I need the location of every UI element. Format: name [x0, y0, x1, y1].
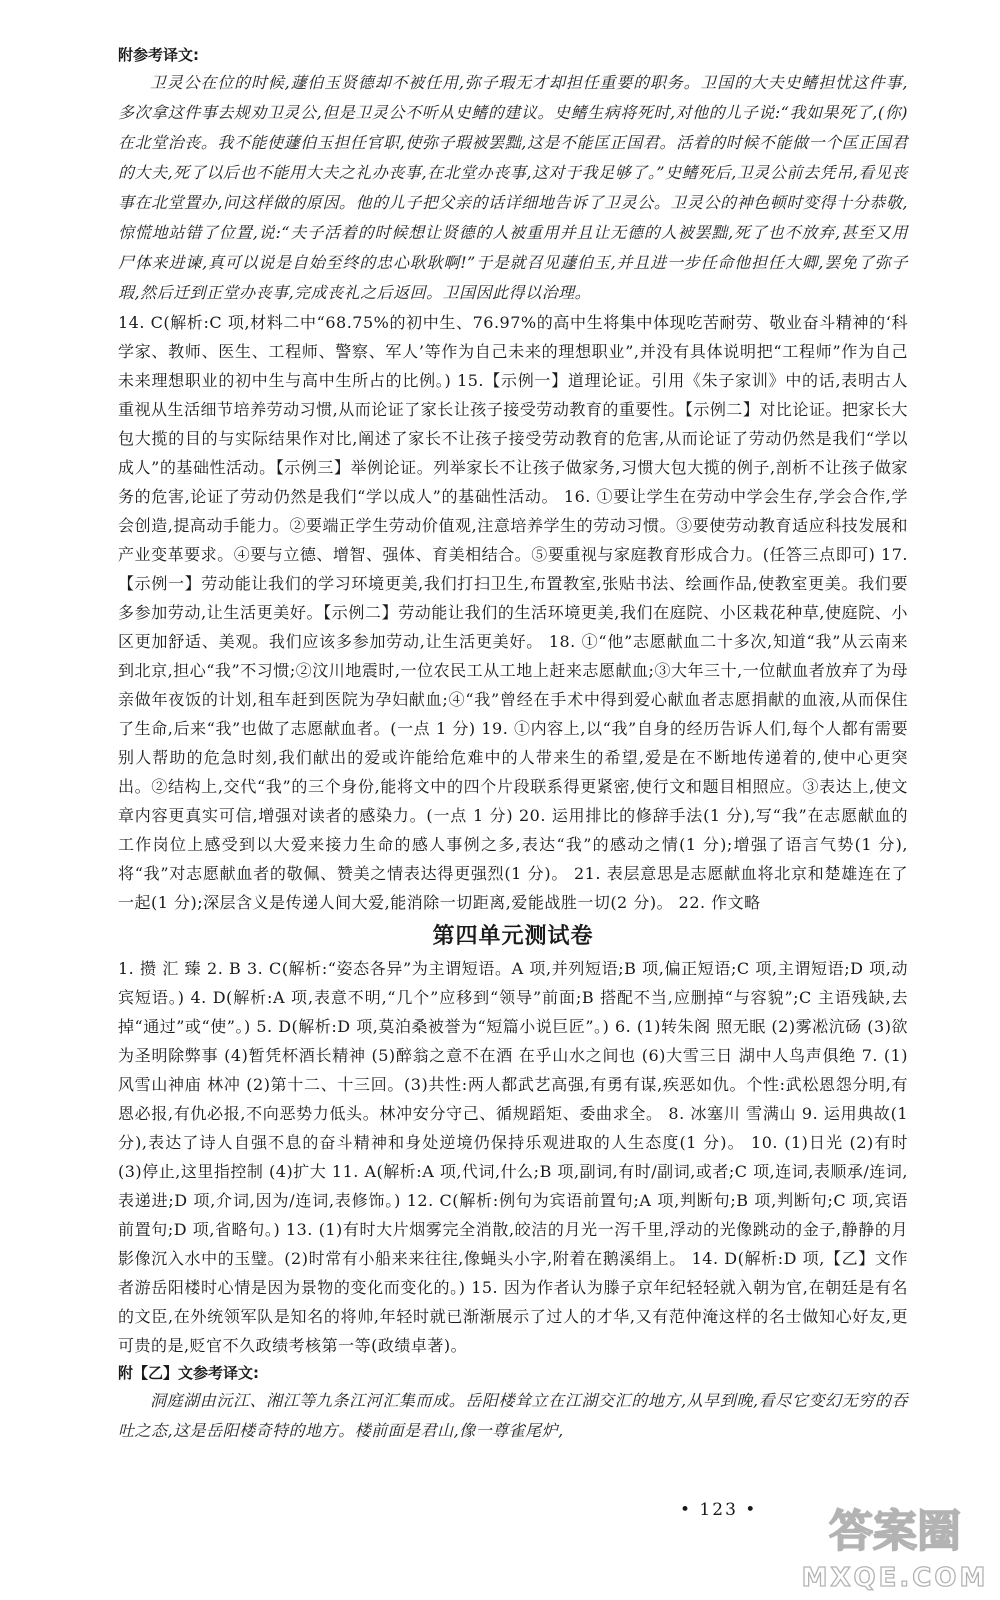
translation-paragraph: 卫灵公在位的时候,蘧伯玉贤德却不被任用,弥子瑕无才却担任重要的职务。卫国的大夫史鳍担忧这件事,多次拿这件事去规劝卫灵公,但是卫灵公不听从史鳍的建议。史鳍生病将死时,对他的儿子说:“我如果死了,(你)在北堂治丧。我不能使蘧伯玉担任官职,使弥子瑕被罢黜,这是不能匡正国君。活着的时候不能做一个匡正国君的大夫,死了以后也不能用大夫之礼办丧事,在北堂办丧事,这对于我足够了。”史鳍死后,卫灵公前去凭吊,看见丧事在北堂置办,问这样做的原因。他的儿子把父亲的话详细地告诉了卫灵公。卫灵公的神色顿时变得十分恭敬,惊慌地站错了位置,说:“夫子活着的时候想让贤德的人被重用并且让无德的人被罢黜,死了也不放弃,甚至又用尸体来进谏,真可以说是自始至终的忠心耿耿啊!”于是就召见蘧伯玉,并且进一步任命他担任大卿,罢免了弥子瑕,然后迁到正堂办丧事,完成丧礼之后返回。卫国因此得以治理。: [118, 73, 908, 302]
footer-translation-header: 附【乙】文参考译文:: [118, 1364, 259, 1382]
watermark-text-main: 答案圈: [829, 1506, 961, 1557]
answers-paragraph-1: 14. C(解析:C 项,材料二中“68.75%的初中生、76.97%的高中生将集中体现吃苦耐劳、敬业奋斗精神的‘科学家、教师、医生、工程师、警察、军人’等作为自己未来的理想职业”,并没有具体说明把“工程师”作为自己未来理想职业的初中生与高中生所占的比例。) 15.【示例一】道理论证。引用《朱子家训》中的话,表明古人重视从生活细节培养劳动习惯,从而论证了家长让孩子接受劳动教育的重要性。【示例二】对比论证。把家长大包大揽的目的与实际结果作对比,阐述了家长不让孩子接受劳动教育的危害,从而论证了劳动仍然是我们“学以成人”的基础性活动。【示例三】举例论证。列举家长不让孩子做家务,习惯大包大揽的例子,剖析不让孩子做家务的危害,论证了劳动仍然是我们“学以成人”的基础性活动。 16. ①要让学生在劳动中学会生存,学会合作,学会创造,提高动手能力。②要端正学生劳动价值观,注意培养学生的劳动习惯。③要使劳动教育适应科技发展和产业变革要求。④要与立德、增智、强体、育美相结合。⑤要重视与家庭教育形成合力。(任答三点即可) 17.【示例一】劳动能让我们的学习环境更美,我们打扫卫生,布置教室,张贴书法、绘画作品,使教室更美。我们要多参加劳动,让生活更美好。【示例二】劳动能让我们的生活环境更美,我们在庭院、小区栽花种草,使庭院、小区更加舒适、美观。我们应该多参加劳动,让生活更美好。 18. ①“他”志愿献血二十多次,知道“我”从云南来到北京,担心“我”不习惯;②汶川地震时,一位农民工从工地上赶来志愿献血;③大年三十,一位献血者放弃了为母亲做年夜饭的计划,租车赶到医院为孕妇献血;④“我”曾经在手术中得到爱心献血者志愿捐献的血液,从而保住了生命,后来“我”也做了志愿献血者。(一点 1 分) 19. ①内容上,以“我”自身的经历告诉人们,每个人都有需要别人帮助的危急时刻,我们献出的爱或许能给危难中的人带来生的希望,爱是在不断地传递着的,使中心更突出。②结构上,交代“我”的三个身份,能将文中的四个片段联系得更紧密,使行文和题目相照应。③表达上,使文章内容更真实可信,增强对读者的感染力。(一点 1 分) 20. 运用排比的修辞手法(1 分),写“我”在志愿献血的工作岗位上感受到以大爱来接力生命的感人事例之多,表达“我”的感动之情(1 分);增强了语言气势(1 分),将“我”对志愿献血者的敬佩、赞美之情表达得更强烈(1 分)。 21. 表层意思是志愿献血将北京和楚雄连在了一起(1 分);深层含义是传递人间大爱,能消除一切距离,爱能战胜一切(2 分)。 22. 作文略: [118, 313, 908, 912]
answer-page: [118, 42, 908, 1446]
translation-header: 附参考译文:: [118, 46, 199, 64]
section-title: 第四单元测试卷: [432, 924, 594, 949]
answers-paragraph-2: 1. 攒 汇 臻 2. B 3. C(解析:“姿态各异”为主谓短语。A 项,并列短语;B 项,偏正短语;C 项,主谓短语;D 项,动宾短语。) 4. D(解析:A 项,表意不明,“几个”应移到“领导”前面;B 搭配不当,应删掉“与容貌”;C 主语残缺,去掉“通过”或“使”。) 5. D(解析:D 项,莫泊桑被誉为“短篇小说巨匠”。) 6. (1)转朱阁 照无眠 (2)雾凇沆砀 (3)欲为圣明除弊事 (4)暂凭杯酒长精神 (5)醉翁之意不在酒 在乎山水之间也 (6)大雪三日 湖中人鸟声俱绝 7. (1)风雪山神庙 林冲 (2)第十二、十三回。(3)共性:两人都武艺高强,有勇有谋,疾恶如仇。个性:武松恩怨分明,有恩必报,有仇必报,不向恶势力低头。林冲安分守己、循规蹈矩、委曲求全。 8. 冰塞川 雪满山 9. 运用典故(1 分),表达了诗人自强不息的奋斗精神和身处逆境仍保持乐观进取的人生态度(1 分)。 10. (1)日光 (2)有时 (3)停止,这里指控制 (4)扩大 11. A(解析:A 项,代词,什么;B 项,副词,有时/副词,或者;C 项,连词,表顺承/连词,表递进;D 项,介词,因为/连词,表修饰。) 12. C(解析:例句为宾语前置句;A 项,判断句;B 项,判断句;C 项,宾语前置句;D 项,省略句。) 13. (1)有时大片烟雾完全消散,皎洁的月光一泻千里,浮动的光像跳动的金子,静静的月影像沉入水中的玉璧。(2)时常有小船来来往往,像蝇头小字,附着在鹅溪绢上。 14. D(解析:D 项,【乙】文作者游岳阳楼时心情是因为景物的变化而变化的。) 15. 因为作者认为滕子京年纪轻轻就入朝为官,在朝廷是有名的文臣,在外统领军队是知名的将帅,年轻时就已渐渐展示了过人的才华,又有范仲淹这样的名士做知心好友,更可贵的是,贬官不久政绩考核第一等(政绩卓著)。: [118, 959, 908, 1355]
watermark-logo: [800, 1488, 990, 1598]
page-number: • 123 •: [680, 1500, 758, 1520]
watermark-text-url: MXQE.COM: [801, 1563, 989, 1593]
footer-translation-paragraph: 洞庭湖由沅江、湘江等九条江河汇集而成。岳阳楼耸立在江湖交汇的地方,从早到晚,看尽它变幻无穷的吞吐之态,这是岳阳楼奇特的地方。楼前面是君山,像一尊雀尾炉,: [118, 1391, 908, 1440]
